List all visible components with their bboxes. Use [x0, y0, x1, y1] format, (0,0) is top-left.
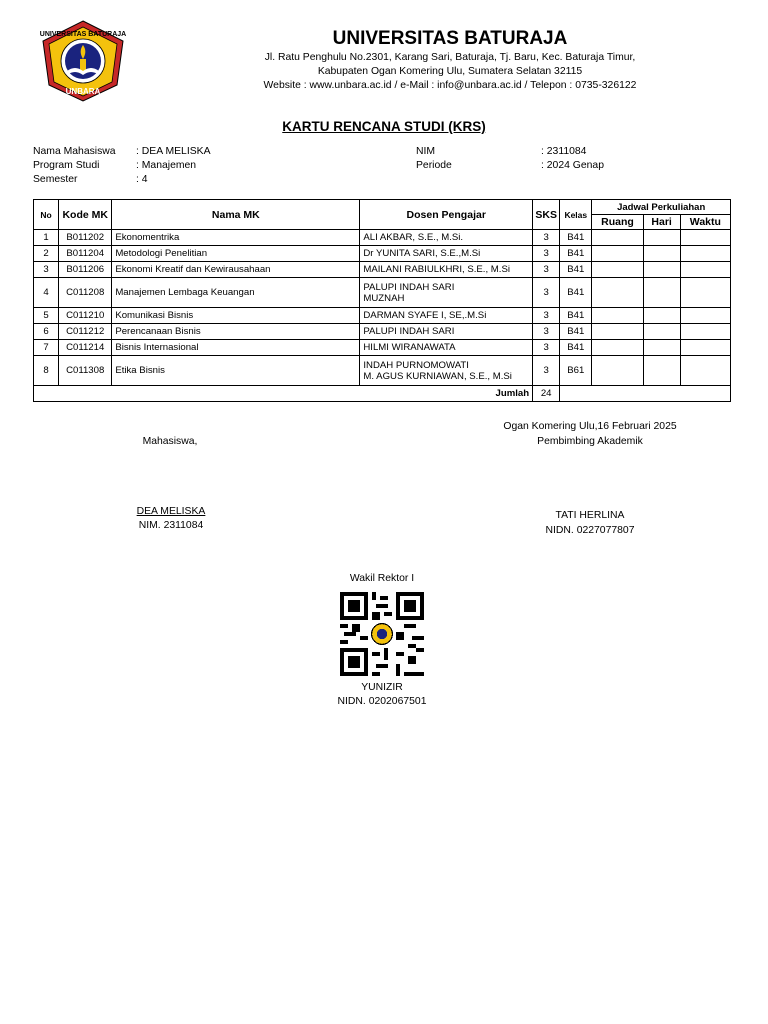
table-row: [34, 308, 731, 324]
header-jadwal: Jadwal Perkuliahan: [592, 200, 731, 215]
cell-kelas: B41: [560, 278, 592, 308]
dosen-line: INDAH PURNOMOWATI: [363, 359, 469, 371]
cell-ruang: [592, 246, 643, 262]
place-date: Ogan Komering Ulu,16 Februari 2025: [503, 421, 677, 432]
cell-hari: [643, 340, 680, 356]
total-label: Jumlah: [34, 386, 533, 402]
svg-text:UNBARA: UNBARA: [65, 87, 101, 96]
cell-no: 6: [34, 324, 59, 340]
dosen-line: HILMI WIRANAWATA: [363, 342, 456, 353]
cell-kode: C011210: [59, 308, 112, 324]
cell-dosen: [360, 308, 533, 324]
student-nim: NIM. 2311084: [138, 520, 204, 531]
university-logo: [37, 19, 129, 103]
cell-waktu: [680, 324, 730, 340]
nim-label: NIM: [416, 146, 436, 157]
dosen-line: PALUPI INDAH SARI: [363, 281, 455, 293]
dosen-line: MAILANI RABIULKHRI, S.E., M.Si: [363, 264, 510, 275]
dosen-line: M. AGUS KURNIAWAN, S.E., M.Si: [363, 370, 512, 382]
cell-hari: [643, 324, 680, 340]
cell-nama: Komunikasi Bisnis: [112, 308, 360, 324]
header-kelas: Kelas: [560, 200, 592, 230]
dosen-line: DARMAN SYAFE I, SE,.M.Si: [363, 310, 487, 321]
cell-kode: C011214: [59, 340, 112, 356]
cell-dosen: [360, 356, 533, 386]
cell-waktu: [680, 278, 730, 308]
table-row: [34, 262, 731, 278]
cell-hari: [643, 262, 680, 278]
cell-kelas: B41: [560, 246, 592, 262]
table-row: [34, 230, 731, 246]
header-kode: Kode MK: [59, 200, 112, 230]
cell-kelas: B41: [560, 230, 592, 246]
cell-sks: 3: [533, 308, 560, 324]
header-nama: Nama MK: [112, 200, 360, 230]
university-name: UNIVERSITAS BATURAJA: [332, 28, 568, 49]
cell-nama: Perencanaan Bisnis: [112, 324, 360, 340]
cell-ruang: [592, 278, 643, 308]
cell-hari: [643, 356, 680, 386]
advisor-role: Pembimbing Akademik: [537, 436, 643, 447]
cell-sks: 3: [533, 230, 560, 246]
address-line-1: Jl. Ratu Penghulu No.2301, Karang Sari, Baturaja, Tj. Baru, Kec. Baturaja Timur,: [264, 52, 636, 63]
krs-table: [33, 199, 731, 402]
svg-text:UNIVERSITAS BATURAJA: UNIVERSITAS BATURAJA: [39, 31, 127, 38]
cell-nama: Ekonomi Kreatif dan Kewirausahaan: [112, 262, 360, 278]
header-hari: Hari: [643, 215, 680, 230]
cell-sks: 3: [533, 340, 560, 356]
total-value: 24: [533, 386, 560, 402]
cell-waktu: [680, 308, 730, 324]
rector-name: YUNIZIR: [361, 682, 403, 693]
cell-dosen: [360, 340, 533, 356]
cell-kode: B011206: [59, 262, 112, 278]
cell-no: 2: [34, 246, 59, 262]
cell-ruang: [592, 324, 643, 340]
cell-kode: C011308: [59, 356, 112, 386]
cell-waktu: [680, 246, 730, 262]
cell-sks: 3: [533, 246, 560, 262]
cell-sks: 3: [533, 278, 560, 308]
cell-nama: Bisnis Internasional: [112, 340, 360, 356]
cell-waktu: [680, 340, 730, 356]
cell-hari: [643, 278, 680, 308]
dosen-line: MUZNAH: [363, 292, 405, 304]
cell-no: 8: [34, 356, 59, 386]
cell-hari: [643, 230, 680, 246]
cell-no: 7: [34, 340, 59, 356]
period-value: : 2024 Genap: [541, 160, 604, 171]
student-name: DEA MELISKA: [136, 506, 206, 517]
header-sks: SKS: [533, 200, 560, 230]
student-role: Mahasiswa,: [142, 436, 198, 447]
nim-value: : 2311084: [541, 146, 587, 157]
total-filler: [560, 386, 731, 402]
cell-dosen: [360, 246, 533, 262]
cell-ruang: [592, 340, 643, 356]
table-row: [34, 278, 731, 308]
cell-kode: C011212: [59, 324, 112, 340]
cell-kelas: B61: [560, 356, 592, 386]
period-label: Periode: [416, 160, 452, 171]
cell-kelas: B41: [560, 340, 592, 356]
contact-line: Website : www.unbara.ac.id / e-Mail : info@unbara.ac.id / Telepon : 0735-326122: [263, 80, 637, 91]
cell-sks: 3: [533, 262, 560, 278]
cell-nama: Ekonomentrika: [112, 230, 360, 246]
dosen-line: ALI AKBAR, S.E., M.Si.: [363, 232, 464, 243]
qr-code-icon: [340, 592, 424, 676]
dosen-line: PALUPI INDAH SARI: [363, 326, 455, 337]
header-dosen: Dosen Pengajar: [360, 200, 533, 230]
total-row: [34, 386, 731, 402]
address-line-2: Kabupaten Ogan Komering Ulu, Sumatera Selatan 32115: [317, 66, 583, 77]
cell-kode: B011204: [59, 246, 112, 262]
name-value: : DEA MELISKA: [136, 146, 211, 157]
program-label: Program Studi: [33, 160, 100, 171]
cell-ruang: [592, 230, 643, 246]
rector-role: Wakil Rektor I: [349, 573, 415, 584]
cell-nama: Etika Bisnis: [112, 356, 360, 386]
semester-value: : 4: [136, 174, 148, 185]
cell-no: 1: [34, 230, 59, 246]
cell-kelas: B41: [560, 262, 592, 278]
cell-nama: Manajemen Lembaga Keuangan: [112, 278, 360, 308]
cell-dosen: [360, 262, 533, 278]
cell-sks: 3: [533, 356, 560, 386]
cell-dosen: [360, 278, 533, 308]
cell-kelas: B41: [560, 324, 592, 340]
rector-nidn: NIDN. 0202067501: [337, 696, 427, 707]
semester-label: Semester: [33, 174, 78, 185]
cell-ruang: [592, 356, 643, 386]
cell-no: 4: [34, 278, 59, 308]
dosen-line: Dr YUNITA SARI, S.E.,M.Si: [363, 248, 481, 259]
cell-ruang: [592, 308, 643, 324]
cell-kode: B011202: [59, 230, 112, 246]
program-value: : Manajemen: [136, 160, 197, 171]
cell-waktu: [680, 230, 730, 246]
cell-ruang: [592, 262, 643, 278]
advisor-name: TATI HERLINA: [555, 510, 625, 521]
cell-dosen: [360, 230, 533, 246]
table-row: [34, 356, 731, 386]
cell-waktu: [680, 356, 730, 386]
header-waktu: Waktu: [680, 215, 730, 230]
cell-no: 3: [34, 262, 59, 278]
cell-dosen: [360, 324, 533, 340]
header-no: No: [34, 200, 59, 230]
document-title: KARTU RENCANA STUDI (KRS): [282, 119, 486, 134]
cell-kode: C011208: [59, 278, 112, 308]
cell-sks: 3: [533, 324, 560, 340]
cell-hari: [643, 308, 680, 324]
cell-waktu: [680, 262, 730, 278]
name-label: Nama Mahasiswa: [33, 146, 116, 157]
header-ruang: Ruang: [592, 215, 643, 230]
advisor-nidn: NIDN. 0227077807: [545, 525, 635, 536]
table-row: [34, 324, 731, 340]
table-row: [34, 340, 731, 356]
cell-kelas: B41: [560, 308, 592, 324]
cell-nama: Metodologi Penelitian: [112, 246, 360, 262]
cell-hari: [643, 246, 680, 262]
table-row: [34, 246, 731, 262]
cell-no: 5: [34, 308, 59, 324]
